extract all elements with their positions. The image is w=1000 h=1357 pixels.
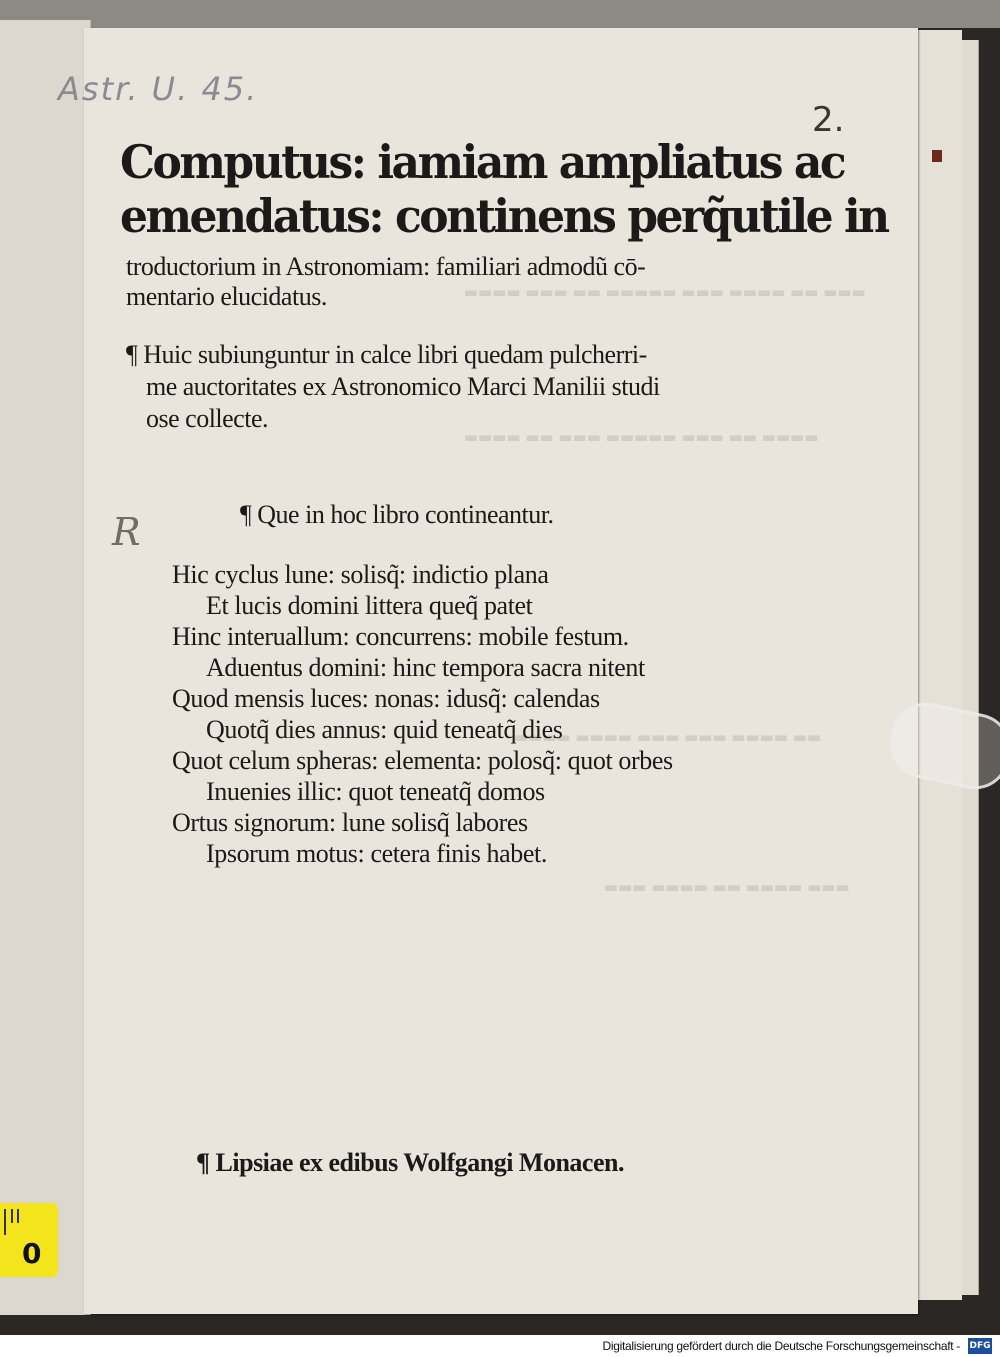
verse-line: Ipsorum motus: cetera finis habet. — [206, 839, 547, 868]
shelfmark: Astr. U. 45. — [58, 70, 259, 108]
verse-line: Ortus signorum: lune solisq̃ labores — [172, 808, 528, 837]
verse-line: Hinc interuallum: concurrens: mobile festum. — [172, 622, 629, 651]
verse-line: Inuenies illic: quot teneatq̃ domos — [206, 777, 545, 806]
contents-heading: ¶ Que in hoc libro contineantur. — [240, 500, 554, 529]
show-through-text: ▬▬▬▬ ▬▬ ▬▬▬ ▬▬▬▬▬ ▬▬▬ ▬▬ ▬▬▬▬ — [464, 428, 819, 446]
verse-line: Et lucis domini littera queq̃ patet — [206, 591, 533, 620]
ruler-label: 0 — [22, 1237, 42, 1270]
top-background — [0, 0, 1000, 28]
verse-line: Quotq̃ dies annus: quid teneatq̃ dies — [206, 715, 563, 744]
title-line: Computus: iamiam ampliatus ac — [120, 136, 845, 190]
funding-credit: Digitalisierung gefördert durch die Deutsche Forschungsgemeinschaft - — [602, 1339, 960, 1353]
scale-ruler — [0, 1203, 58, 1277]
title-line: mentario elucidatus. — [126, 282, 327, 311]
appendix-note-line: ose collecte. — [146, 404, 268, 433]
show-through-text: ▬▬ ▬▬▬▬ ▬▬▬ ▬▬▬ ▬▬▬▬ ▬▬▬▬ — [514, 728, 822, 746]
title-line: troductorium in Astronomiam: familiari admodũ cō- — [126, 252, 646, 281]
appendix-note-line: ¶ Huic subiunguntur in calce libri quedam pulcherri- — [126, 340, 647, 369]
margin-mark: R — [112, 510, 141, 554]
appendix-note-line: me auctoritates ex Astronomico Marci Manilii studi — [146, 372, 660, 401]
verse-line: Aduentus domini: hinc tempora sacra nitent — [206, 653, 645, 682]
ruler-ticks — [4, 1209, 26, 1235]
verse-line: Quot celum spheras: elementa: polosq̃: quot orbes — [172, 746, 673, 775]
folio-number: 2. — [812, 100, 845, 140]
dfg-logo: DFG — [968, 1338, 992, 1354]
title-line: emendatus: continens perq̃utile in — [120, 190, 888, 244]
verse-line: Hic cyclus lune: solisq̃: indictio plana — [172, 560, 549, 589]
imprint: ¶ Lipsiae ex edibus Wolfgangi Monacen. — [196, 1148, 624, 1177]
bookmark-tab — [932, 150, 942, 162]
show-through-text: ▬▬▬ ▬▬ ▬▬▬▬ ▬▬▬ ▬▬▬▬▬ ▬▬ ▬▬▬ ▬▬▬▬ — [464, 283, 866, 301]
show-through-text: ▬▬▬ ▬▬▬▬ ▬▬ ▬▬▬▬ ▬▬▬ — [604, 878, 850, 896]
verse-line: Quod mensis luces: nonas: idusq̃: calendas — [172, 684, 600, 713]
left-facing-page — [0, 20, 91, 1315]
